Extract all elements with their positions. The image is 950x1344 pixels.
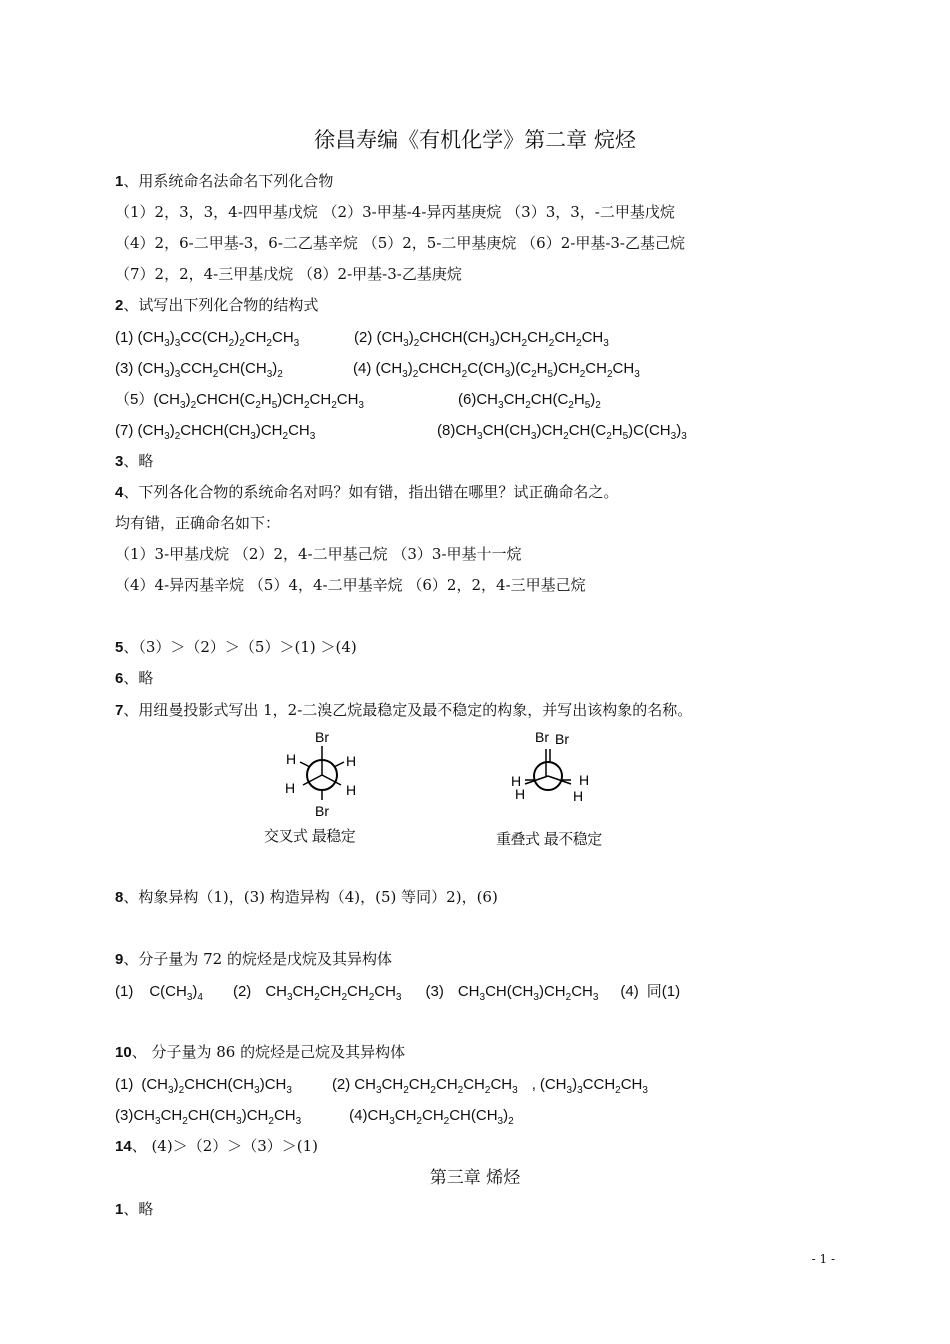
formula-subscript: 2 xyxy=(228,338,235,349)
atom-label: H xyxy=(579,772,590,788)
atom-label: Br xyxy=(535,729,549,745)
formula-subscript: 3 xyxy=(477,431,483,442)
formula-subscript: 3 xyxy=(489,338,495,349)
atom-label: Br xyxy=(315,803,329,819)
c3q1-line xyxy=(115,1199,153,1220)
q2-formula-4 xyxy=(353,359,640,385)
q7-number: 7 xyxy=(115,702,124,719)
q5-text: 、（3）＞（2）＞（5）＞(1) ＞(4) xyxy=(123,638,357,656)
q6-text: 、略 xyxy=(123,669,154,687)
q4-number: 4 xyxy=(115,484,124,501)
formula-subscript: 3 xyxy=(403,338,409,349)
formula-subscript: 3 xyxy=(375,1085,382,1096)
q4-row1: （1）3-甲基戊烷 （2）2，4-二甲基己烷 （3）3-甲基十一烷 xyxy=(115,545,522,563)
q10-line xyxy=(115,1042,405,1063)
q4-text: 、下列各化合物的系统命名对吗？如有错，指出错在哪里？试正确命名之。 xyxy=(123,483,619,501)
formula-subscript: 3 xyxy=(309,431,316,442)
formula-subscript: 5 xyxy=(271,400,278,411)
separator-comma: , xyxy=(531,1076,536,1093)
formula-subscript: 3 xyxy=(395,992,402,1003)
formula-text: $CH_3CH_2CH_2CH_2CH_2CH_3$ xyxy=(354,1076,518,1096)
formula-subscript: 3 xyxy=(497,1116,504,1127)
q2-formula-7 xyxy=(115,421,315,447)
formula-text: (1) $(CH_3)_3CC(CH_2)_2CH_2CH_3$ xyxy=(115,329,300,349)
formula-subscript: 3 xyxy=(634,369,640,380)
formula-subscript: 2 xyxy=(255,400,261,411)
formula-text: $(CH_3)_2CHCH(CH_3)CH_3$ xyxy=(141,1076,292,1096)
formula-subscript: 2 xyxy=(182,1116,188,1127)
formula-subscript: 2 xyxy=(303,400,310,411)
formula-subscript: 2 xyxy=(178,1085,185,1096)
formula-subscript: 3 xyxy=(504,369,511,380)
q9-number: 9 xyxy=(115,951,124,968)
formula-subscript: 3 xyxy=(250,431,256,442)
formula-subscript: 2 xyxy=(403,1085,409,1096)
atom-label: H xyxy=(286,751,297,767)
formula-subscript: 5 xyxy=(547,369,554,380)
formula-subscript: 5 xyxy=(622,431,629,442)
q3-line xyxy=(115,451,153,472)
chapter3-title: 第三章 烯烃 xyxy=(429,1168,521,1188)
formula-subscript: 2 xyxy=(508,1116,514,1127)
q5-number: 5 xyxy=(115,639,124,656)
atom-label: Br xyxy=(555,731,569,747)
formula-text: $CH_3CH_2CH(CH_3)CH_2CH_3$ xyxy=(133,1107,302,1127)
formula-subscript: 2 xyxy=(430,1085,436,1096)
formula-subscript: 3 xyxy=(592,992,599,1003)
q2-heading xyxy=(115,295,318,316)
formula-subscript: 3 xyxy=(533,992,539,1003)
formula-subscript: 3 xyxy=(512,1085,518,1096)
q1-row1: （1）2，3，3，4-四甲基戊烷 （2）3-甲基-4-异丙基庚烷 （3）3，3，-二甲基戊烷 xyxy=(115,203,675,221)
formula-subscript: 3 xyxy=(566,1085,573,1096)
formula-subscript: 2 xyxy=(606,431,612,442)
formula-text: $(6)CH_3CH_2CH(C_2H_5)_2$ xyxy=(458,391,601,411)
q2-formula-2 xyxy=(354,328,609,354)
q1-heading xyxy=(115,171,333,192)
atom-label: H xyxy=(285,780,296,796)
formula-subscript: 2 xyxy=(568,400,574,411)
formula-subscript: 3 xyxy=(530,431,537,442)
formula-index: (1) xyxy=(115,983,134,1000)
formula-text: $C(CH_3)_4$ xyxy=(149,983,203,1003)
bond-front-lower-left xyxy=(303,775,322,785)
formula-subscript: 2 xyxy=(331,400,337,411)
formula-subscript: 2 xyxy=(548,338,555,349)
bond-back-upper-right xyxy=(334,762,344,767)
formula-subscript: 2 xyxy=(443,1116,450,1127)
q9-text: 、分子量为 72 的烷烃是戊烷及其异构体 xyxy=(123,950,392,968)
formula-subscript: 2 xyxy=(239,338,245,349)
q14-number: 14 xyxy=(115,1138,132,1155)
formula-subscript: 2 xyxy=(212,369,219,380)
q1-row2: （4）2，6-二甲基-3，6-二乙基辛烷 （5）2，5-二甲基庚烷 （6）2-甲基-3-乙基己烷 xyxy=(115,234,685,252)
formula-subscript: 2 xyxy=(416,1116,422,1127)
formula-subscript: 2 xyxy=(606,369,613,380)
newman-eclipsed-figure xyxy=(500,726,610,826)
formula-subscript: 2 xyxy=(368,992,375,1003)
formula-index: (2) xyxy=(331,1076,351,1093)
q1-text: 、用系统命名法命名下列化合物 xyxy=(123,172,334,190)
formula-subscript: 3 xyxy=(168,1085,174,1096)
formula-subscript: 2 xyxy=(314,992,320,1003)
formula-subscript: 2 xyxy=(576,338,582,349)
q10-formula-row2 xyxy=(115,1106,514,1132)
formula-subscript: 3 xyxy=(286,992,293,1003)
formula-text: (3) $(CH_3)_3CCH_2CH(CH_3)_2$ xyxy=(115,360,283,380)
formula-subscript: 2 xyxy=(282,431,289,442)
formula-subscript: 3 xyxy=(174,369,181,380)
q2-formula-5 xyxy=(115,390,364,416)
q1-number: 1 xyxy=(115,173,124,190)
formula-text: 同(1) xyxy=(646,983,681,1000)
formula-subscript: 2 xyxy=(266,338,272,349)
formula-subscript: 2 xyxy=(268,1116,274,1127)
formula-subscript: 2 xyxy=(461,369,468,380)
q10-number: 10 xyxy=(115,1044,132,1061)
q7-text: 、用纽曼投影式写出 1，2-二溴乙烷最稳定及最不稳定的构象，并写出该构象的名称。 xyxy=(123,701,693,719)
formula-text: $(CH_3)_3CCH_2CH_3$ xyxy=(539,1076,648,1096)
atom-label: H xyxy=(346,753,357,769)
formula-subscript: 5 xyxy=(584,400,591,411)
formula-subscript: 2 xyxy=(579,369,586,380)
formula-subscript: 3 xyxy=(236,1116,242,1127)
q5-line xyxy=(115,637,357,658)
q9-formula-row xyxy=(115,982,680,1008)
q2-text: 、试写出下列化合物的结构式 xyxy=(123,296,319,314)
q8-text: 、构象异构（1)，(3) 构造异构（4)，(5) 等同）2)，(6) xyxy=(123,888,498,906)
formula-subscript: 3 xyxy=(266,369,273,380)
q4-heading xyxy=(115,482,618,503)
atom-label: H xyxy=(573,788,584,804)
q1-row3: （7）2，2，4-三甲基戊烷 （8）2-甲基-3-乙基庚烷 xyxy=(115,265,462,283)
q2-formula-8 xyxy=(437,421,687,447)
q8-number: 8 xyxy=(115,889,124,906)
formula-subscript: 3 xyxy=(642,1085,648,1096)
formula-index: (1) xyxy=(115,1076,134,1093)
formula-subscript: 2 xyxy=(521,338,528,349)
formula-index: (3) xyxy=(425,983,444,1000)
formula-subscript: 2 xyxy=(525,400,531,411)
formula-subscript: 2 xyxy=(595,400,601,411)
atom-label: H xyxy=(511,773,522,789)
document-title: 徐昌寿编《有机化学》第二章 烷烃 xyxy=(314,128,636,152)
bond-front-lower-right xyxy=(322,775,341,785)
formula-subscript: 2 xyxy=(413,338,420,349)
atom-label: H xyxy=(515,786,526,802)
formula-text: $CH_3CH_2CH_2CH(CH_3)_2$ xyxy=(367,1107,514,1127)
formula-text: $(8)CH_3CH(CH_3)CH_2CH(C_2H_5)C(CH_3)_3$ xyxy=(437,422,687,442)
formula-subscript: 3 xyxy=(286,1085,292,1096)
formula-subscript: 3 xyxy=(603,338,609,349)
formula-text: (7) $(CH_3)_2CHCH(CH_3)CH_2CH_3$ xyxy=(115,422,316,442)
formula-subscript: 2 xyxy=(341,992,348,1003)
formula-text: $CH_3CH_2CH_2CH_2CH_3$ xyxy=(265,983,402,1003)
q3-text: 、略 xyxy=(123,452,154,470)
formula-subscript: 2 xyxy=(277,369,283,380)
q7-line xyxy=(115,700,692,721)
formula-subscript: 2 xyxy=(615,1085,621,1096)
formula-subscript: 3 xyxy=(681,431,687,442)
formula-text: (2) $(CH_3)_2CHCH(CH_3)CH_2CH_2CH_2CH_3$ xyxy=(354,329,609,349)
c3q1-text: 、略 xyxy=(123,1200,154,1218)
formula-subscript: 3 xyxy=(295,1116,302,1127)
formula-subscript: 3 xyxy=(254,1085,260,1096)
newman-staggered-figure xyxy=(270,726,380,826)
q2-number: 2 xyxy=(115,297,124,314)
q10-formula-row1 xyxy=(115,1075,648,1101)
formula-subscript: 3 xyxy=(164,369,170,380)
formula-subscript: 3 xyxy=(389,1116,395,1127)
q2-formula-1 xyxy=(115,328,299,354)
atom-label: H xyxy=(346,782,357,798)
q2-formula-6 xyxy=(458,390,601,416)
q9-line xyxy=(115,949,392,970)
formula-subscript: 3 xyxy=(358,400,364,411)
q4-row2: （4）4-异丙基辛烷 （5）4，4-二甲基辛烷 （6）2，2，4-三甲基己烷 xyxy=(115,576,586,594)
c3q1-number: 1 xyxy=(115,1201,124,1218)
formula-subscript: 2 xyxy=(563,431,569,442)
formula-subscript: 3 xyxy=(180,400,186,411)
formula-subscript: 3 xyxy=(498,400,504,411)
q6-number: 6 xyxy=(115,670,124,687)
formula-subscript: 2 xyxy=(484,1085,491,1096)
formula-index: (4) xyxy=(620,983,639,1000)
formula-subscript: 3 xyxy=(402,369,408,380)
formula-subscript: 4 xyxy=(197,992,203,1003)
formula-subscript: 3 xyxy=(174,338,181,349)
atom-label: Br xyxy=(315,729,329,745)
formula-text: $(5)(CH_3)_2CHCH(C_2H_5)CH_2CH_2CH_3$ xyxy=(115,391,364,411)
q3-number: 3 xyxy=(115,453,124,470)
formula-subscript: 3 xyxy=(670,431,677,442)
formula-subscript: 2 xyxy=(190,400,197,411)
q2-formula-3 xyxy=(115,359,283,385)
formula-subscript: 3 xyxy=(577,1085,583,1096)
formula-subscript: 3 xyxy=(164,431,170,442)
formula-subscript: 2 xyxy=(531,369,537,380)
formula-text: (4) $(CH_3)_2CHCH_2C(CH_3)(C_2H_5)CH_2CH_2CH_3$ xyxy=(353,360,640,380)
q14-text: 、 (4)＞（2）＞（3）＞(1) xyxy=(131,1137,319,1155)
formula-subscript: 2 xyxy=(174,431,181,442)
q14-line xyxy=(115,1136,318,1157)
staggered-caption: 交叉式 最稳定 xyxy=(264,827,356,845)
bond-back-upper-left xyxy=(300,762,310,767)
formula-subscript: 3 xyxy=(164,338,170,349)
formula-subscript: 3 xyxy=(186,992,193,1003)
formula-subscript: 2 xyxy=(565,992,572,1003)
formula-text: $CH_3CH(CH_3)CH_2CH_3$ xyxy=(457,983,599,1003)
eclipsed-caption: 重叠式 最不稳定 xyxy=(496,830,602,848)
page-number: - 1 - xyxy=(811,1252,835,1266)
q8-line xyxy=(115,887,498,908)
q4-intro: 均有错，正确命名如下： xyxy=(115,514,281,532)
formula-subscript: 3 xyxy=(479,992,486,1003)
formula-subscript: 3 xyxy=(155,1116,161,1127)
formula-index: (4) xyxy=(349,1107,368,1124)
formula-index: (2) xyxy=(232,983,252,1000)
q10-text: 、 分子量为 86 的烷烃是己烷及其异构体 xyxy=(131,1043,406,1061)
formula-subscript: 3 xyxy=(293,338,300,349)
q6-line xyxy=(115,668,153,689)
formula-subscript: 2 xyxy=(412,369,419,380)
formula-subscript: 2 xyxy=(457,1085,464,1096)
formula-index: (3) xyxy=(115,1107,134,1124)
